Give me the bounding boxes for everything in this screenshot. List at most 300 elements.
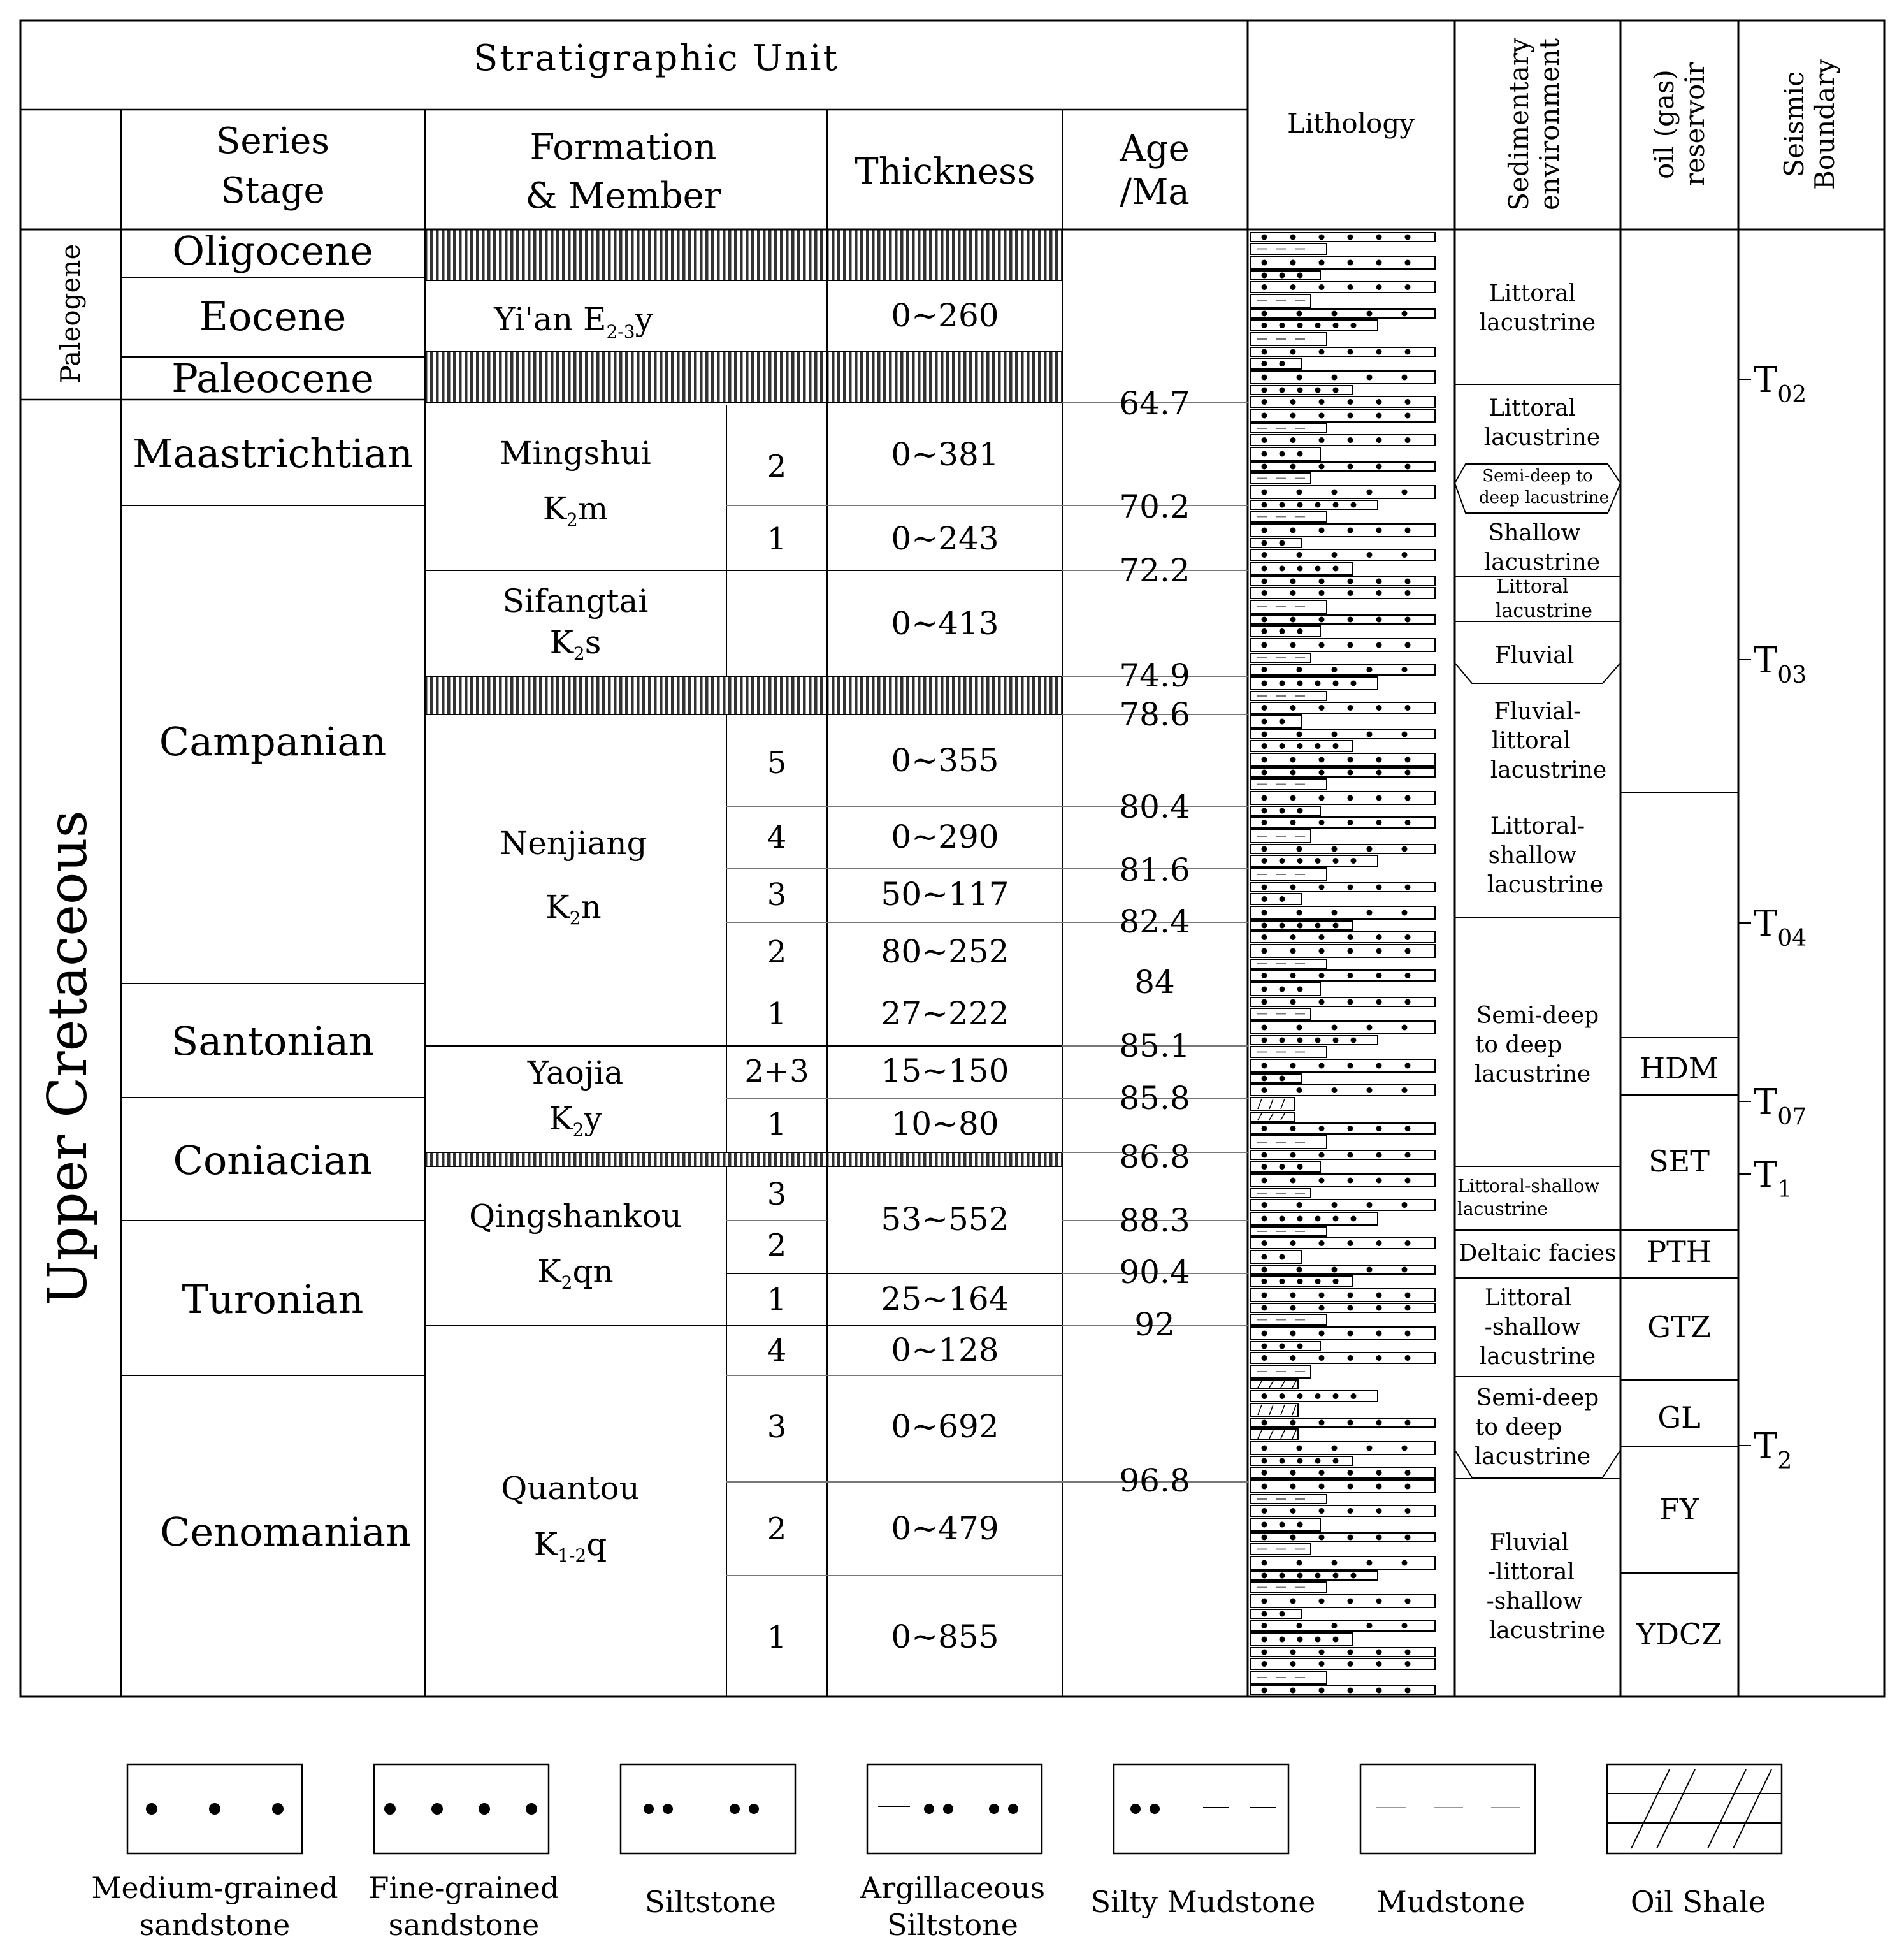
lithology-grain xyxy=(1297,1446,1302,1451)
lithology-grain xyxy=(1280,566,1285,572)
lithology-grain xyxy=(1332,1267,1338,1273)
lithology-grain xyxy=(1280,1038,1285,1043)
reservoir-gtz: GTZ xyxy=(1647,1310,1711,1344)
lithology-grain xyxy=(1262,1355,1267,1361)
lithology-grain xyxy=(1332,311,1338,317)
env-littoral-lacustrine: Littoral lacustrine xyxy=(1479,280,1596,336)
lithology-grain xyxy=(1348,770,1353,776)
lithology-grain xyxy=(1402,667,1408,672)
lithology-grain xyxy=(1319,235,1325,240)
lithology-grain xyxy=(1405,1599,1411,1604)
lithology-bed xyxy=(1250,1403,1298,1416)
lithology-grain xyxy=(1262,1535,1267,1541)
lithology-grain xyxy=(1290,1470,1296,1476)
lithology-grain xyxy=(1319,1484,1325,1490)
lithology-grain xyxy=(1290,1484,1296,1490)
formation-yaojia: Yaojia xyxy=(527,1054,624,1091)
lithology-grain xyxy=(1319,1063,1325,1069)
lithology-grain xyxy=(1348,820,1353,825)
lithology-grain xyxy=(1290,437,1296,443)
lithology-grain xyxy=(1280,743,1285,749)
age-label: 85.8 xyxy=(1119,1080,1190,1117)
lithology-grain xyxy=(1376,1420,1382,1426)
lithology-grain xyxy=(1290,934,1296,940)
formation-nenjiang: Nenjiang xyxy=(500,825,647,862)
lithology-grain xyxy=(1348,885,1353,890)
member-yao23: 2+3 xyxy=(744,1054,809,1089)
lithology-grain xyxy=(1290,284,1296,290)
lithology-bed xyxy=(1250,271,1320,280)
lithology-grain xyxy=(1405,617,1411,623)
lithology-grain xyxy=(1319,1293,1325,1298)
member-nen4: 4 xyxy=(767,820,787,855)
lithology-grain xyxy=(1405,349,1411,355)
header-thickness: Thickness xyxy=(855,151,1035,192)
lithology-grain xyxy=(1405,590,1411,596)
lithology-grain xyxy=(1405,413,1411,419)
thickness-quan4: 0~128 xyxy=(891,1331,999,1368)
lithology-grain xyxy=(1315,566,1321,572)
lithology-grain xyxy=(1333,1216,1339,1222)
lithology-grain xyxy=(1319,260,1325,266)
legend-item-siltstone xyxy=(621,1764,795,1919)
lithology-grain xyxy=(1297,987,1303,992)
lithology-grain xyxy=(1376,349,1382,355)
lithology-grain xyxy=(1315,743,1321,749)
lithology-grain xyxy=(1290,617,1296,623)
lithology-grain xyxy=(1402,1267,1408,1273)
lithology-grain xyxy=(1376,1599,1382,1604)
thickness-quan2: 0~479 xyxy=(891,1510,999,1547)
lithology-grain xyxy=(1348,1126,1353,1131)
lithology-grain xyxy=(1262,260,1267,266)
lithology-grain xyxy=(1367,1446,1373,1451)
lithology-bed xyxy=(1250,1036,1378,1045)
lithology-grain xyxy=(1348,437,1353,443)
lithology-grain xyxy=(1290,1355,1296,1361)
lithology-grain xyxy=(1333,743,1339,749)
member-yao1: 1 xyxy=(767,1106,787,1142)
lithology-grain xyxy=(1332,1560,1338,1566)
lithology-grain xyxy=(1319,948,1325,954)
lithology-grain xyxy=(1262,1623,1267,1628)
thickness-yian: 0~260 xyxy=(891,297,999,334)
formation-qingshankou-code: $K_2qn$ xyxy=(537,1253,614,1293)
lithology-grain xyxy=(1319,999,1325,1005)
lithology-grain xyxy=(1262,437,1267,443)
formation-nenjiang-code: $K_2n$ xyxy=(545,888,602,929)
lithology-grain xyxy=(1262,1420,1267,1426)
lithology-grain xyxy=(1262,451,1267,457)
lithology-grain xyxy=(1402,1202,1408,1208)
lithology-grain xyxy=(1332,667,1338,672)
lithology-grain xyxy=(1297,808,1303,814)
lithology-grain xyxy=(1405,934,1411,940)
lithology-grain xyxy=(1297,566,1303,572)
lithology-grain xyxy=(1280,273,1285,279)
lithology-grain xyxy=(1319,1508,1325,1514)
stage-santonian: Santonian xyxy=(171,1018,375,1064)
lithology-grain xyxy=(1262,617,1267,623)
lithology-grain xyxy=(1332,375,1338,381)
lithology-grain xyxy=(1262,1393,1267,1399)
lithology-grain xyxy=(1319,464,1325,470)
lithology-grain xyxy=(1262,1216,1267,1222)
lithology-grain xyxy=(1405,1484,1411,1490)
age-label: 74.9 xyxy=(1119,657,1190,694)
lithology-grain xyxy=(1348,934,1353,940)
lithology-grain xyxy=(1262,1063,1267,1069)
lithology-grain xyxy=(1315,923,1321,929)
lithology-grain xyxy=(1262,719,1267,725)
header-seismic: Seismic xyxy=(1778,71,1810,177)
lithology-grain xyxy=(1348,284,1353,290)
formation-sifangtai: Sifangtai xyxy=(502,583,649,620)
lithology-grain xyxy=(1367,667,1373,672)
header-oil-gas: oil (gas) xyxy=(1648,69,1680,179)
lithology-grain xyxy=(1402,552,1408,558)
lithology-grain xyxy=(1376,1661,1382,1667)
thickness-quan3: 0~692 xyxy=(891,1408,999,1445)
age-label: 88.3 xyxy=(1119,1202,1190,1239)
lithology-grain xyxy=(1262,235,1267,240)
lithology-grain xyxy=(1290,1240,1296,1246)
lithology-grain xyxy=(1290,349,1296,355)
lithology-grain xyxy=(1280,1076,1285,1082)
lithology-grain xyxy=(1262,1126,1267,1131)
unconformity-coniacian xyxy=(425,1152,1062,1166)
lithology-grain xyxy=(1333,1038,1339,1043)
lithology-grain xyxy=(1262,1446,1267,1451)
lithology-grain xyxy=(1262,1611,1267,1617)
lithology-grain xyxy=(1319,1126,1325,1131)
lithology-grain xyxy=(1297,1573,1303,1579)
lithology-grain xyxy=(1376,399,1382,405)
lithology-grain xyxy=(1280,1279,1285,1284)
lithology-grain xyxy=(1297,451,1303,457)
lithology-grain xyxy=(1262,642,1267,648)
lithology-grain xyxy=(1405,820,1411,825)
unconformity-paleocene xyxy=(425,352,1062,403)
lithology-grain xyxy=(1297,1458,1303,1464)
lithology-grain xyxy=(1290,973,1296,978)
lithology-grain xyxy=(1376,284,1382,290)
lithology-grain xyxy=(1333,566,1339,572)
lithology-grain xyxy=(1319,1178,1325,1184)
thickness-nen2: 80~252 xyxy=(881,933,1009,970)
lithology-grain xyxy=(1376,1152,1382,1158)
lithology-grain xyxy=(1348,1331,1353,1337)
lithology-grain xyxy=(1332,1087,1338,1093)
lithology-grain xyxy=(1333,388,1339,393)
member-nen5: 5 xyxy=(767,745,787,781)
lithology-grain xyxy=(1348,590,1353,596)
lithology-grain xyxy=(1290,1420,1296,1426)
lithology-grain xyxy=(1280,1611,1285,1617)
thickness-qing23: 53~552 xyxy=(881,1201,1009,1238)
lithology-grain xyxy=(1262,846,1267,852)
lithology-grain xyxy=(1280,719,1285,725)
lithology-grain xyxy=(1405,999,1411,1005)
lithology-grain xyxy=(1262,1087,1267,1093)
lithology-grain xyxy=(1376,705,1382,711)
lithology-grain xyxy=(1262,579,1267,584)
header-reservoir: reservoir xyxy=(1679,62,1710,186)
lithology-grain xyxy=(1376,617,1382,623)
lithology-grain xyxy=(1262,1344,1267,1349)
legend-item-silty-mudstone xyxy=(1091,1764,1316,1919)
lithology-grain xyxy=(1262,311,1267,317)
env-semideep-to-deep-lacustrine: Semi-deep to deep lacustrine xyxy=(1474,1003,1599,1087)
age-label: 64.7 xyxy=(1119,385,1190,422)
lithology-grain xyxy=(1348,1355,1353,1361)
lithology-grain xyxy=(1367,311,1373,317)
lithology-grain xyxy=(1262,590,1267,596)
lithology-column xyxy=(1250,233,1435,1695)
lithology-grain xyxy=(1376,260,1382,266)
thickness-quan1: 0~855 xyxy=(891,1618,999,1655)
lithology-grain xyxy=(1262,1637,1267,1643)
header-row xyxy=(216,38,1840,217)
legend-label: Fine-grained sandstone xyxy=(368,1871,559,1942)
lithology-grain xyxy=(1290,1650,1296,1655)
lithology-grain xyxy=(1297,323,1303,328)
lithology-grain xyxy=(1262,1076,1267,1082)
lithology-grain xyxy=(1332,1446,1338,1451)
lithology-grain xyxy=(1290,1599,1296,1604)
lithology-grain xyxy=(1290,590,1296,596)
lithology-grain xyxy=(1319,1240,1325,1246)
header-sedimentary: Sedimentary xyxy=(1503,38,1534,211)
lithology-grain xyxy=(1348,528,1353,533)
lithology-grain xyxy=(1402,1560,1408,1566)
lithology-grain xyxy=(1297,502,1303,508)
member-quan3: 3 xyxy=(767,1409,787,1445)
lithology-grain xyxy=(1405,948,1411,954)
lithology-grain xyxy=(1280,896,1285,902)
lithology-grain xyxy=(1297,910,1302,916)
lithology-grain xyxy=(1319,770,1325,776)
lithology-bed xyxy=(1250,1251,1301,1263)
lithology-grain xyxy=(1376,437,1382,443)
lithology-bed xyxy=(1250,1342,1320,1351)
lithology-grain xyxy=(1405,705,1411,711)
lithology-grain xyxy=(1405,1240,1411,1246)
lithology-grain xyxy=(1351,858,1357,864)
lithology-grain xyxy=(1262,566,1267,572)
lithology-grain xyxy=(1297,1637,1303,1643)
lithology-grain xyxy=(1405,437,1411,443)
lithology-grain xyxy=(1297,1087,1302,1093)
header-boundary: Boundary xyxy=(1809,59,1840,190)
lithology-grain xyxy=(1280,1164,1285,1170)
lithology-grain xyxy=(1290,1126,1296,1131)
lithology-grain xyxy=(1262,934,1267,940)
env-littoral-shallow-lacustrine: Littoral-shallow lacustrine xyxy=(1487,813,1604,898)
lithology-grain xyxy=(1348,999,1353,1005)
age-label: 82.4 xyxy=(1119,903,1190,940)
seismic-t1: $T_1$ xyxy=(1754,1154,1792,1203)
lithology-grain xyxy=(1262,464,1267,470)
lithology-grain xyxy=(1348,1420,1353,1426)
lithology-bed xyxy=(1250,1609,1301,1618)
stage-paleocene: Paleocene xyxy=(171,355,374,402)
reservoir-ydcz: YDCZ xyxy=(1636,1617,1722,1651)
lithology-grain xyxy=(1376,1355,1382,1361)
lithology-grain xyxy=(1290,795,1296,801)
lithology-grain xyxy=(1262,273,1267,279)
lithology-grain xyxy=(1262,349,1267,355)
member-nen1: 1 xyxy=(767,996,787,1032)
lithology-grain xyxy=(1290,1508,1296,1514)
env-fluvial-littoral-lacustrine: Fluvial-littoral lacustrine xyxy=(1490,699,1607,783)
lithology-grain xyxy=(1376,1535,1382,1541)
lithology-grain xyxy=(1262,1688,1267,1694)
lithology-grain xyxy=(1280,451,1285,457)
lithology-grain xyxy=(1405,1535,1411,1541)
lithology-grain xyxy=(1405,399,1411,405)
lithology-grain xyxy=(1333,858,1339,864)
lithology-bed xyxy=(1250,500,1378,509)
lithology-grain xyxy=(1319,1305,1325,1311)
lithology-grain xyxy=(1405,284,1411,290)
legend-label: Siltstone xyxy=(644,1885,777,1919)
seismic-t02: $T_{02}$ xyxy=(1754,359,1807,408)
system-upper-cretaceous: Upper Cretaceous xyxy=(36,810,99,1306)
lithology-grain xyxy=(1262,1458,1267,1464)
lithology-grain xyxy=(1376,820,1382,825)
lithology-grain xyxy=(1376,973,1382,978)
legend xyxy=(91,1764,1782,1942)
env-fluvial-littoral-shallow-lacustrine: Fluvial -littoral -shallow lacustrine xyxy=(1486,1530,1606,1644)
lithology-grain xyxy=(1376,528,1382,533)
lithology-grain xyxy=(1315,323,1321,328)
lithology-grain xyxy=(1348,1650,1353,1655)
lithology-grain xyxy=(1348,1178,1353,1184)
lithology-grain xyxy=(1376,948,1382,954)
env-semideep-deep-lacustrine: Semi-deep to deep lacustrine xyxy=(1478,467,1610,507)
lithology-grain xyxy=(1351,1216,1357,1222)
lithology-grain xyxy=(1262,502,1267,508)
lithology-grain xyxy=(1376,770,1382,776)
lithology-grain xyxy=(1262,896,1267,902)
lithology-grain xyxy=(1367,552,1373,558)
lithology-grain xyxy=(1319,1420,1325,1426)
thickness-yao1: 10~80 xyxy=(891,1105,999,1142)
lithology-grain xyxy=(1348,795,1353,801)
lithology-grain xyxy=(1297,388,1303,393)
lithology-grain xyxy=(1297,375,1302,381)
member-quan2: 2 xyxy=(767,1511,787,1547)
lithology-bed xyxy=(1250,358,1301,369)
legend-item-medium-sandstone xyxy=(91,1764,338,1942)
lithology-grain xyxy=(1319,1688,1325,1694)
lithology-grain xyxy=(1332,910,1338,916)
seismic-column xyxy=(1738,359,1807,1474)
lithology-grain xyxy=(1315,1393,1321,1399)
lithology-grain xyxy=(1290,1331,1296,1337)
lithology-grain xyxy=(1333,323,1339,328)
lithology-grain xyxy=(1280,361,1285,366)
lithology-grain xyxy=(1290,999,1296,1005)
lithology-grain xyxy=(1297,628,1303,634)
lithology-grain xyxy=(1319,437,1325,443)
lithology-grain xyxy=(1348,757,1353,763)
lithology-grain xyxy=(1376,1650,1382,1655)
formation-mingshui-code: $K_2m$ xyxy=(542,490,609,530)
env-shallow-lacustrine: Shallow lacustrine xyxy=(1483,520,1601,576)
lithology-grain xyxy=(1280,540,1285,546)
lithology-grain xyxy=(1319,349,1325,355)
lithology-grain xyxy=(1348,464,1353,470)
lithology-grain xyxy=(1262,388,1267,393)
lithology-grain xyxy=(1376,999,1382,1005)
lithology-grain xyxy=(1262,999,1267,1005)
lithology-grain xyxy=(1262,1279,1267,1284)
lithology-grain xyxy=(1319,642,1325,648)
lithology-grain xyxy=(1315,1038,1321,1043)
lithology-grain xyxy=(1319,579,1325,584)
lithology-grain xyxy=(1262,1152,1267,1158)
legend-label: Mudstone xyxy=(1376,1885,1525,1919)
member-column xyxy=(744,449,809,1655)
lithology-grain xyxy=(1376,1305,1382,1311)
member-nen2: 2 xyxy=(767,934,787,970)
lithology-grain xyxy=(1348,413,1353,419)
lithology-grain xyxy=(1333,502,1339,508)
header-stage: Stage xyxy=(220,170,325,212)
thickness-ming2: 0~381 xyxy=(891,436,999,473)
lithology-grain xyxy=(1262,361,1267,366)
thickness-qing1: 25~164 xyxy=(881,1280,1009,1317)
lithology-grain xyxy=(1405,528,1411,533)
thickness-nen5: 0~355 xyxy=(891,742,999,779)
formation-quantou-code: $K_{1-2}q$ xyxy=(533,1526,607,1566)
lithology-grain xyxy=(1348,1063,1353,1069)
lithology-grain xyxy=(1319,705,1325,711)
lithology-grain xyxy=(1348,1293,1353,1298)
lithology-grain xyxy=(1297,1522,1303,1528)
age-label: 85.1 xyxy=(1119,1027,1190,1064)
lithology-grain xyxy=(1348,235,1353,240)
lithology-grain xyxy=(1348,617,1353,623)
lithology-grain xyxy=(1297,490,1302,495)
formation-sifangtai-code: $K_2s$ xyxy=(549,624,602,664)
lithology-grain xyxy=(1376,642,1382,648)
lithology-grain xyxy=(1367,1267,1373,1273)
lithology-grain xyxy=(1280,502,1285,508)
lithology-grain xyxy=(1319,757,1325,763)
lithology-grain xyxy=(1319,590,1325,596)
lithology-grain xyxy=(1402,910,1408,916)
age-label: 81.6 xyxy=(1119,852,1190,888)
stage-cenomanian: Cenomanian xyxy=(160,1509,411,1555)
seismic-t07: $T_{07}$ xyxy=(1754,1082,1807,1130)
lithology-grain xyxy=(1332,552,1338,558)
lithology-grain xyxy=(1290,948,1296,954)
lithology-grain xyxy=(1348,973,1353,978)
lithology-grain xyxy=(1315,858,1321,864)
lithology-grain xyxy=(1405,757,1411,763)
member-quan4: 4 xyxy=(767,1333,787,1368)
age-column xyxy=(1119,385,1190,1499)
lithology-grain xyxy=(1348,1152,1353,1158)
lithology-grain xyxy=(1367,1623,1373,1628)
header-series: Series xyxy=(215,120,330,162)
age-label: 90.4 xyxy=(1119,1254,1190,1291)
lithology-grain xyxy=(1290,1661,1296,1667)
lithology-grain xyxy=(1348,1484,1353,1490)
